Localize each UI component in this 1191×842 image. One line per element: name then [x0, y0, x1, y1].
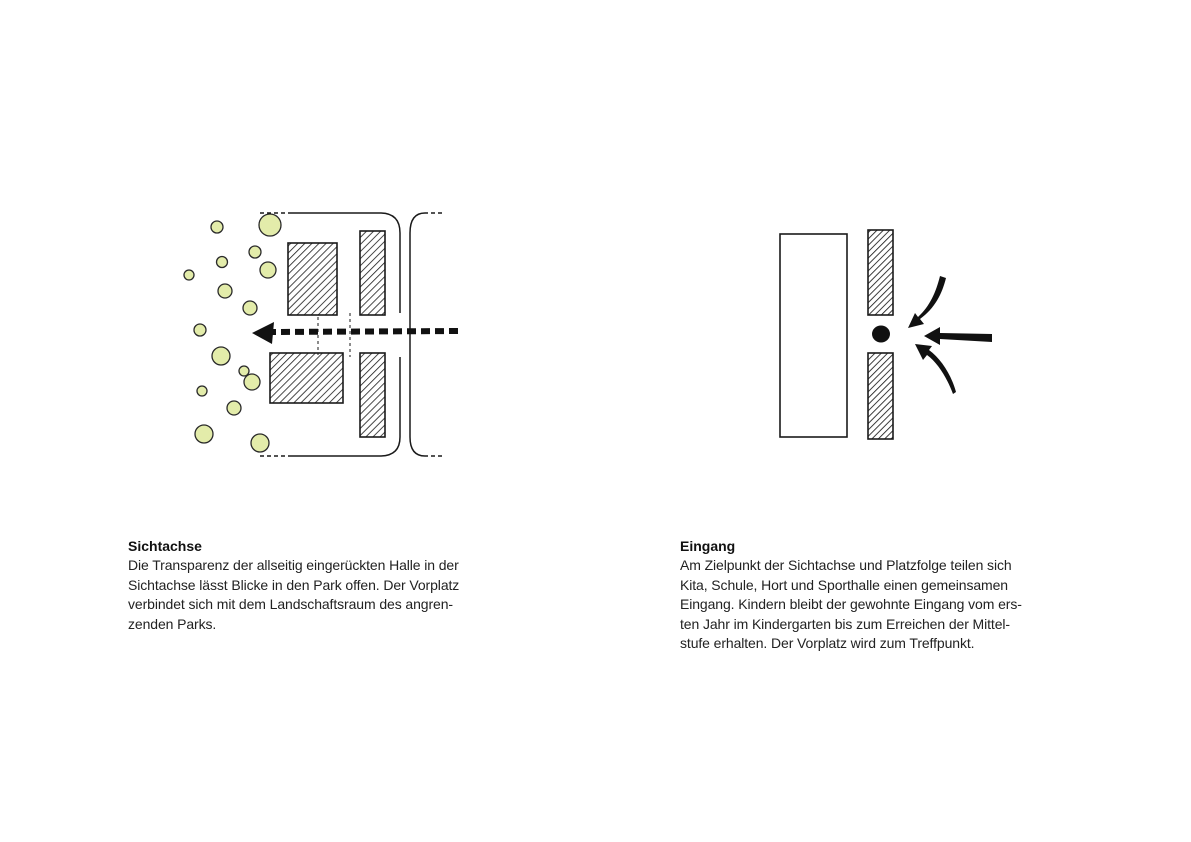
tree-icon [194, 324, 206, 336]
building-block [270, 353, 343, 403]
building-wing-top [868, 230, 893, 315]
tree-icon [197, 386, 207, 396]
tree-icon [212, 347, 230, 365]
arrow-icon [915, 344, 956, 394]
sports-hall-outline [780, 234, 847, 437]
tree-icon [259, 214, 281, 236]
arrow-head-icon [252, 322, 274, 344]
eingang-caption [680, 537, 1064, 654]
building-block [288, 243, 337, 315]
sichtachse-diagram [180, 205, 470, 465]
eingang-diagram [770, 222, 1000, 447]
tree-icon [244, 374, 260, 390]
tree-icon [260, 262, 276, 278]
tree-icon [184, 270, 194, 280]
tree-icon [217, 257, 228, 268]
approach-arrows [908, 276, 992, 394]
building-block [360, 353, 385, 437]
tree-icon [227, 401, 241, 415]
building-block [360, 231, 385, 315]
eingang-title: Eingang [680, 538, 736, 554]
tree-icon [243, 301, 257, 315]
tree-icon [195, 425, 213, 443]
building-wing-bottom [868, 353, 893, 439]
sichtachse-title: Sichtachse [128, 538, 202, 554]
sichtachse-caption [128, 537, 516, 634]
tree-icon [249, 246, 261, 258]
arrow-icon [924, 327, 992, 345]
tree-icon [211, 221, 223, 233]
tree-icon [218, 284, 232, 298]
tree-icon [239, 366, 249, 376]
entrance-point-icon [872, 326, 890, 343]
arrow-icon [908, 276, 946, 328]
view-axis-arrow [252, 322, 458, 344]
tree-icon [251, 434, 269, 452]
eingang-text: Am Zielpunkt der Sichtachse und Platzfolge teilen sich Kita, Schule, Hort und Sporthalle einen gemeinsamen Eingang. Kindern bleibt der gewohnte Eingang vom ers- ten Jahr im Kindergarten bis zum Erreichen der Mittel- stufe erhalten. Der Vorplatz wird zum Treffpunkt. [680, 557, 1022, 651]
sichtachse-text: Die Transparenz der allseitig eingerückten Halle in der Sichtachse lässt Blicke in den Park offen. Der Vorplatz verbindet sich mit dem Landschaftsraum des angren- zenden Parks. [128, 557, 460, 632]
